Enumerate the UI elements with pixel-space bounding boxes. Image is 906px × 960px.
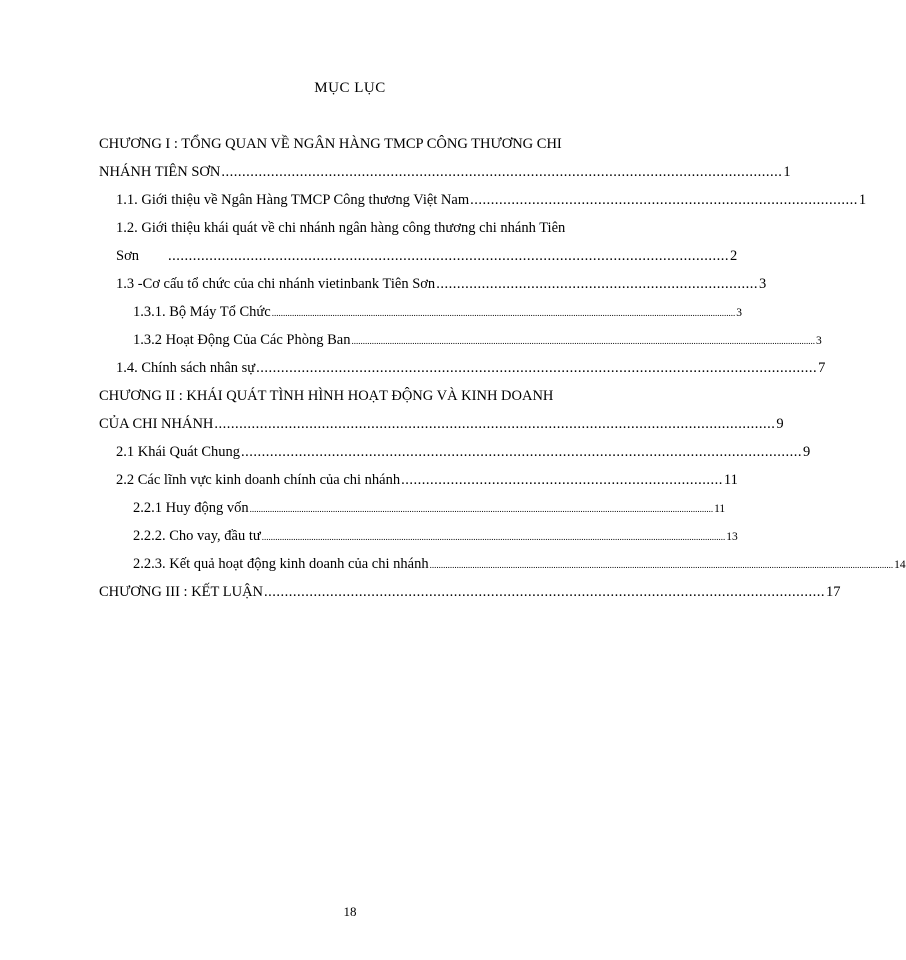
toc-entry-text: 2.2.3. Kết quả hoạt động kinh doanh của chi nhánh <box>133 556 429 572</box>
toc-entry-text: 1.3.1. Bộ Máy Tổ Chức <box>133 304 271 320</box>
toc-section-2-1[interactable] <box>116 444 811 461</box>
page-footer-number: 18 <box>343 904 357 919</box>
toc-entry-text: 2.2.1 Huy động vốn <box>133 500 249 516</box>
toc-chapter-1-text-line1: CHƯƠNG I : TỔNG QUAN VỀ NGÂN HÀNG TMCP CÔNG THƯƠNG CHI <box>99 136 562 152</box>
toc-entry-text: 2.1 Khái Quát Chung <box>116 444 241 460</box>
toc-entry-text-line2: Sơn <box>116 248 139 264</box>
toc-section-1-3[interactable] <box>116 276 767 293</box>
toc-entry-text: CHƯƠNG III : KẾT LUẬN <box>99 584 264 600</box>
toc-entry-text: 1.3.2 Hoạt Động Của Các Phòng Ban <box>133 332 351 348</box>
toc-page-number: 11 <box>723 472 738 488</box>
toc-section-2-2-2[interactable] <box>133 528 738 545</box>
toc-leader-dots: .............................................................................................................................................................................................................. <box>249 504 714 514</box>
toc-entry-text: 1.1. Giới thiệu về Ngân Hàng TMCP Công thương Việt Nam <box>116 192 470 208</box>
toc-leader-dots: ........................................................................................................................................ <box>264 584 826 600</box>
toc-chapter-1[interactable] <box>99 164 791 181</box>
toc-leader-dots: .............................................................................................................................................................................................................. <box>351 336 815 346</box>
toc-leader-dots: .............................................................................. <box>436 276 758 292</box>
toc-section-2-2-1[interactable] <box>133 500 726 517</box>
toc-leader-dots: ........................................................................................................................................ <box>214 416 776 432</box>
toc-leader-dots: .............................................................................................................................................................................................................. <box>271 308 736 318</box>
toc-leader-dots: ........................................................................................................................................ <box>241 444 803 460</box>
toc-chapter-1-line1[interactable] <box>99 136 631 153</box>
toc-leader-dots: ........................................................................................................................................ <box>256 360 818 376</box>
toc-chapter-2-text-line1: CHƯƠNG II : KHÁI QUÁT TÌNH HÌNH HOẠT ĐỘNG VÀ KINH DOANH <box>99 388 554 404</box>
toc-section-2-2[interactable] <box>116 472 738 489</box>
toc-page-number: 14 <box>894 559 906 571</box>
toc-entry-text: 1.4. Chính sách nhân sự <box>116 360 256 376</box>
toc-page-number: 9 <box>803 444 811 460</box>
toc-page-number: 1 <box>783 164 791 180</box>
toc-leader-dots: ........................................................................................................................................ <box>167 248 729 264</box>
toc-leader-dots: .............................................................................................................................................................................................................. <box>429 560 894 570</box>
toc-page-number: 3 <box>736 307 742 319</box>
toc-page-number: 17 <box>826 584 841 600</box>
toc-section-1-1[interactable] <box>116 192 867 209</box>
toc-leader-dots: .............................................................................................. <box>470 192 858 208</box>
page-title: MỤC LỤC <box>314 80 386 96</box>
toc-page-number: 3 <box>758 276 767 292</box>
toc-page-number: 3 <box>815 335 822 347</box>
toc-section-1-2[interactable] <box>116 248 738 265</box>
toc-section-1-3-2[interactable] <box>133 332 822 349</box>
toc-section-1-2-line1[interactable] <box>116 220 631 237</box>
toc-page-number: 13 <box>726 531 738 543</box>
toc-chapter-2[interactable] <box>99 416 784 433</box>
toc-page-number: 1 <box>858 192 867 208</box>
toc-chapter-2-text-line2: CỦA CHI NHÁNH <box>99 416 214 432</box>
toc-page-number: 9 <box>776 416 784 432</box>
toc-section-1-3-1[interactable] <box>133 304 742 321</box>
toc-entry-text: 2.2 Các lĩnh vực kinh doanh chính của chi nhánh <box>116 472 401 488</box>
toc-page-number: 7 <box>818 360 826 376</box>
toc-entry-text-line1: 1.2. Giới thiệu khái quát về chi nhánh ngân hàng công thương chi nhánh Tiên <box>116 220 566 236</box>
toc-section-2-2-3[interactable] <box>133 556 906 573</box>
toc-entry-text: 2.2.2. Cho vay, đầu tư <box>133 528 261 544</box>
toc-chapter-3[interactable] <box>99 584 841 601</box>
toc-section-1-4[interactable] <box>116 360 826 377</box>
toc-chapter-2-line1[interactable] <box>99 388 631 405</box>
toc-leader-dots: .............................................................................. <box>401 472 723 488</box>
toc-chapter-1-text-line2: NHÁNH TIÊN SƠN <box>99 164 221 180</box>
toc-leader-dots: ........................................................................................................................................ <box>221 164 783 180</box>
toc-entry-text: 1.3 -Cơ cấu tổ chức của chi nhánh vietinbank Tiên Sơn <box>116 276 436 292</box>
toc-leader-dots: .............................................................................................................................................................................................................. <box>261 532 726 542</box>
toc-page-number: 11 <box>714 503 726 515</box>
toc-page-number: 2 <box>729 248 738 264</box>
